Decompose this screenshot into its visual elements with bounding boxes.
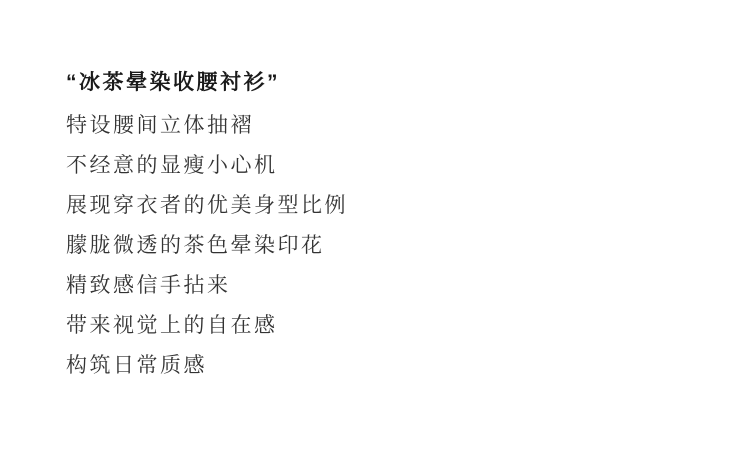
description-line: 特设腰间立体抽褶 bbox=[66, 114, 254, 137]
product-title: “冰茶晕染收腰衬衫” bbox=[66, 71, 280, 94]
description-line: 朦胧微透的茶色晕染印花 bbox=[66, 234, 325, 257]
description-line: 展现穿衣者的优美身型比例 bbox=[66, 194, 348, 217]
description-line: 带来视觉上的自在感 bbox=[66, 314, 278, 337]
description-line: 构筑日常质感 bbox=[66, 354, 207, 377]
description-line: 不经意的显瘦小心机 bbox=[66, 154, 278, 177]
description-line: 精致感信手拈来 bbox=[66, 274, 231, 297]
